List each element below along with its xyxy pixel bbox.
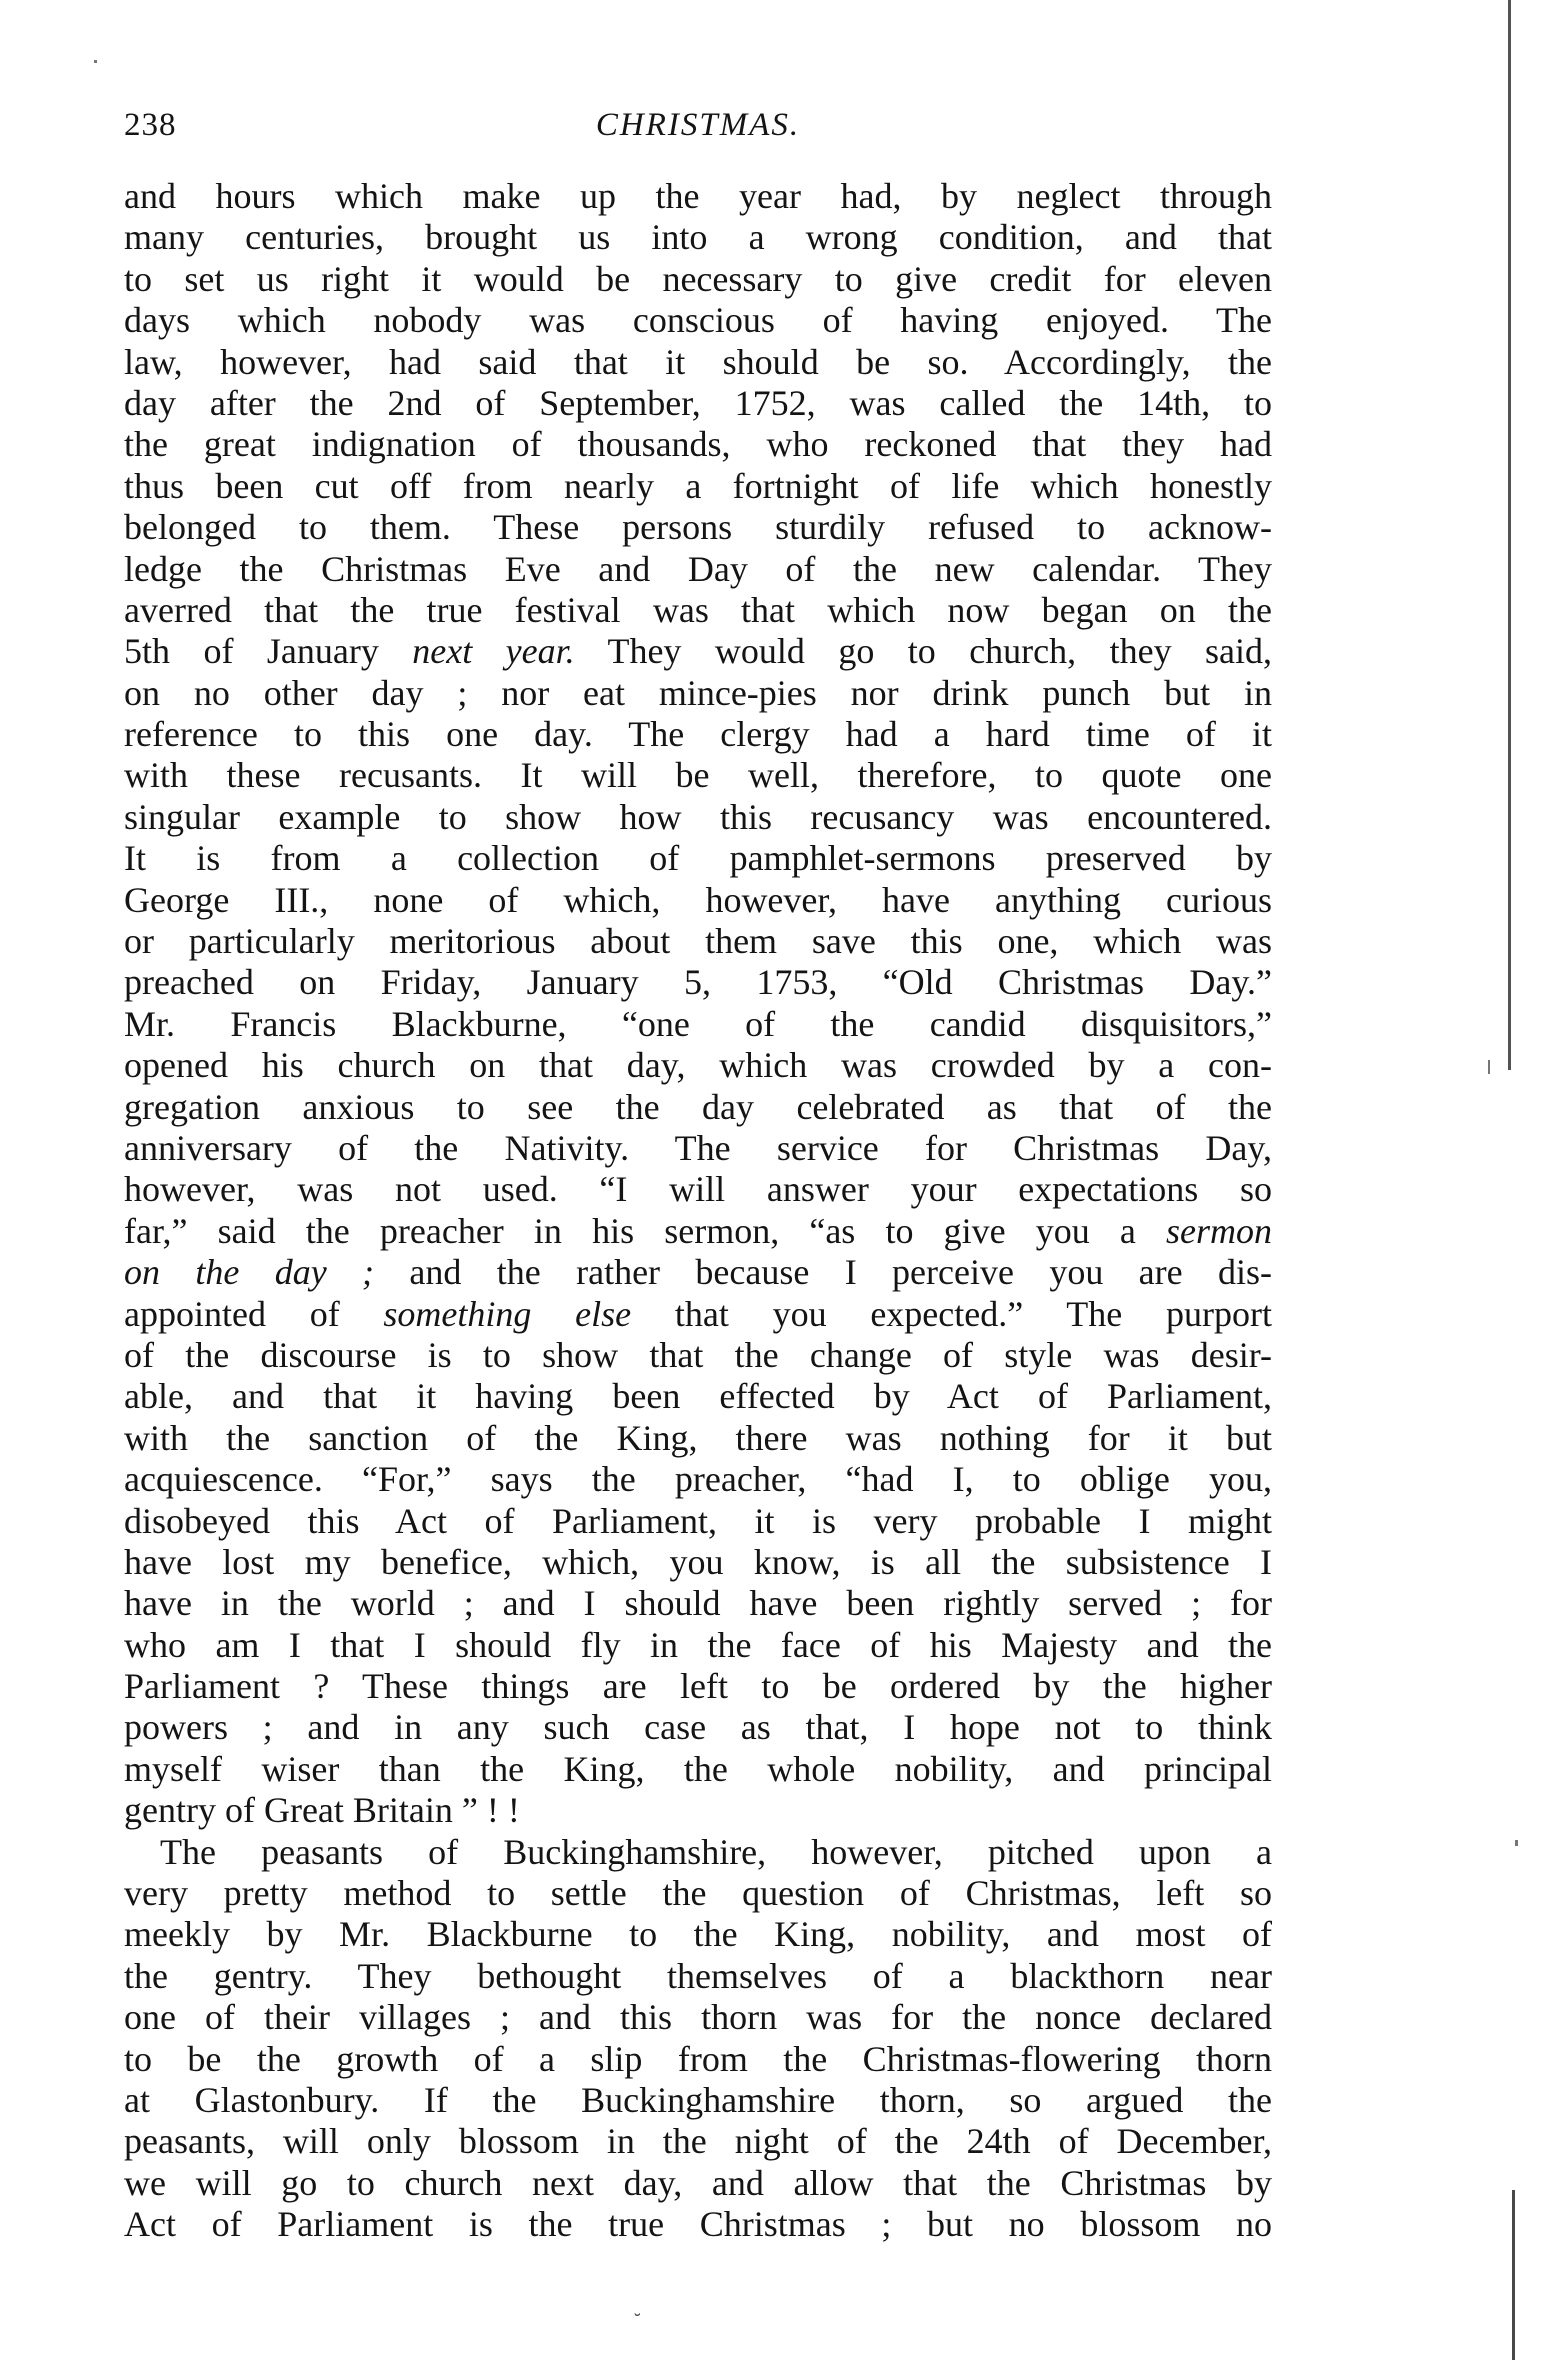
text-run: thus been cut off from nearly a fortnight of life which honestly: [124, 465, 1272, 506]
text-run: acquiescence. “For,” says the preacher, “had I, to oblige you,: [124, 1459, 1272, 1500]
page-number: 238: [124, 107, 177, 143]
text-run: on no other day ; nor eat mince-pies nor drink punch but in: [124, 672, 1272, 713]
text-line: [124, 1832, 1272, 1873]
text-line: [124, 962, 1272, 1003]
text-line: [124, 1501, 1272, 1542]
text-run: belonged to them. These persons sturdily refused to acknow-: [124, 507, 1272, 548]
text-run: powers ; and in any such case as that, I hope not to think: [124, 1707, 1272, 1748]
italic-phrase: next year.: [412, 631, 575, 672]
text-line: [124, 921, 1272, 962]
text-run: able, and that it having been effected by Act of Parliament,: [124, 1376, 1272, 1417]
scan-speck: [94, 60, 97, 63]
scan-speck: [1488, 1060, 1490, 1074]
text-run: gentry of Great Britain ” ! !: [124, 1790, 520, 1831]
text-line: [124, 342, 1272, 383]
running-head: [124, 100, 1272, 150]
text-line: [124, 2121, 1272, 2162]
text-run: and the rather because I perceive you are dis-: [374, 1252, 1272, 1293]
text-line: [124, 673, 1272, 714]
text-run: to set us right it would be necessary to give credit for eleven: [124, 258, 1272, 299]
text-run: have lost my benefice, which, you know, is all the subsistence I: [124, 1541, 1272, 1582]
text-line: [124, 383, 1272, 424]
text-line: [124, 1004, 1272, 1045]
text-line: [124, 1376, 1272, 1417]
text-run: disobeyed this Act of Parliament, it is very probable I might: [124, 1500, 1272, 1541]
text-run: anniversary of the Nativity. The service for Christmas Day,: [124, 1127, 1272, 1168]
text-line: [124, 1583, 1272, 1624]
text-line: [124, 1087, 1272, 1128]
text-line: [124, 1873, 1272, 1914]
text-run: They would go to church, they said,: [574, 631, 1273, 672]
text-run: singular example to show how this recusancy was encountered.: [124, 796, 1272, 837]
text-run: many centuries, brought us into a wrong condition, and that: [124, 217, 1272, 258]
text-run: at Glastonbury. If the Buckinghamshire thorn, so argued the: [124, 2079, 1272, 2120]
text-run: to be the growth of a slip from the Christmas-flowering thorn: [124, 2038, 1272, 2079]
text-run: have in the world ; and I should have been rightly served ; for: [124, 1583, 1272, 1624]
text-run: day after the 2nd of September, 1752, was called the 14th, to: [124, 382, 1272, 423]
text-line: [124, 1997, 1272, 2038]
text-line: [124, 1542, 1272, 1583]
text-line: [124, 1252, 1272, 1293]
text-line: [124, 1335, 1272, 1376]
text-line: [124, 549, 1272, 590]
text-line: [124, 1956, 1272, 1997]
scan-speck-footer: ˘: [634, 2310, 641, 2332]
text-run: Parliament ? These things are left to be ordered by the higher: [124, 1666, 1272, 1707]
text-run: with these recusants. It will be well, therefore, to quote one: [124, 755, 1272, 796]
text-line: [124, 1914, 1272, 1955]
text-run: peasants, will only blossom in the night of the 24th of December,: [124, 2121, 1272, 2162]
text-run: very pretty method to settle the question of Christmas, left so: [124, 1873, 1272, 1914]
scan-edge-shadow-lower: [1512, 2190, 1515, 2360]
text-line: [124, 797, 1272, 838]
text-run: with the sanction of the King, there was nothing for it but: [124, 1417, 1272, 1458]
text-line: [124, 1749, 1272, 1790]
text-line: [124, 300, 1272, 341]
italic-phrase: sermon: [1166, 1210, 1272, 1251]
text-line: [124, 631, 1272, 672]
text-run: far,” said the preacher in his sermon, “as to give you a: [124, 1210, 1166, 1251]
text-line: [124, 259, 1272, 300]
text-run: we will go to church next day, and allow that the Christmas by: [124, 2162, 1272, 2203]
text-line: [124, 1625, 1272, 1666]
text-line: [124, 880, 1272, 921]
text-line: [124, 1128, 1272, 1169]
text-line: [124, 2204, 1272, 2245]
body-text: [124, 176, 1272, 2246]
text-line: [124, 1666, 1272, 1707]
text-run: who am I that I should fly in the face of his Majesty and the: [124, 1624, 1272, 1665]
text-line: [124, 507, 1272, 548]
text-line: [124, 714, 1272, 755]
text-run: averred that the true festival was that which now began on the: [124, 589, 1272, 630]
text-line: [124, 1790, 1272, 1831]
text-run: Act of Parliament is the true Christmas ; but no blossom no: [124, 2204, 1272, 2245]
text-line: [124, 1211, 1272, 1252]
text-run: law, however, had said that it should be so. Accordingly, the: [124, 341, 1272, 382]
text-line: [124, 1045, 1272, 1086]
text-run: of the discourse is to show that the change of style was desir-: [124, 1334, 1272, 1375]
text-line: [124, 1169, 1272, 1210]
text-run: appointed of: [124, 1293, 384, 1334]
scan-edge-shadow: [1508, 0, 1511, 1070]
text-line: [124, 1418, 1272, 1459]
text-line: [124, 2163, 1272, 2204]
text-run: or particularly meritorious about them save this one, which was: [124, 921, 1272, 962]
italic-phrase: on the day ;: [124, 1252, 375, 1293]
text-line: [124, 424, 1272, 465]
scan-speck: [1515, 1840, 1518, 1846]
text-run: the great indignation of thousands, who reckoned that they had: [124, 424, 1272, 465]
text-run: and hours which make up the year had, by neglect through: [124, 176, 1272, 216]
text-line: [124, 2080, 1272, 2121]
text-run: reference to this one day. The clergy had a hard time of it: [124, 714, 1272, 755]
text-line: [124, 176, 1272, 217]
text-run: that you expected.” The purport: [631, 1293, 1272, 1334]
text-line: [124, 466, 1272, 507]
text-line: [124, 1459, 1272, 1500]
running-title: CHRISTMAS.: [595, 107, 801, 143]
text-run: The peasants of Buckinghamshire, however, pitched upon a: [160, 1831, 1272, 1872]
text-line: [124, 1707, 1272, 1748]
text-run: George III., none of which, however, have anything curious: [124, 879, 1272, 920]
text-line: [124, 2039, 1272, 2080]
text-run: days which nobody was conscious of having enjoyed. The: [124, 300, 1272, 341]
text-line: [124, 838, 1272, 879]
text-run: myself wiser than the King, the whole nobility, and principal: [124, 1748, 1272, 1789]
text-run: 5th of January: [124, 631, 413, 672]
text-run: preached on Friday, January 5, 1753, “Old Christmas Day.”: [124, 962, 1272, 1003]
text-run: ledge the Christmas Eve and Day of the new calendar. They: [124, 548, 1272, 589]
text-run: Mr. Francis Blackburne, “one of the candid disquisitors,”: [124, 1003, 1272, 1044]
text-run: gregation anxious to see the day celebrated as that of the: [124, 1086, 1272, 1127]
text-run: opened his church on that day, which was crowded by a con-: [124, 1045, 1272, 1086]
text-line: [124, 590, 1272, 631]
text-line: [124, 217, 1272, 258]
text-run: the gentry. They bethought themselves of a blackthorn near: [124, 1955, 1272, 1996]
text-run: It is from a collection of pamphlet-sermons preserved by: [124, 838, 1272, 879]
text-line: [124, 755, 1272, 796]
text-run: one of their villages ; and this thorn was for the nonce declared: [124, 1997, 1272, 2038]
text-run: meekly by Mr. Blackburne to the King, nobility, and most of: [124, 1914, 1272, 1955]
text-run: however, was not used. “I will answer your expectations so: [124, 1169, 1272, 1210]
text-line: [124, 1294, 1272, 1335]
italic-phrase: something else: [383, 1293, 632, 1334]
